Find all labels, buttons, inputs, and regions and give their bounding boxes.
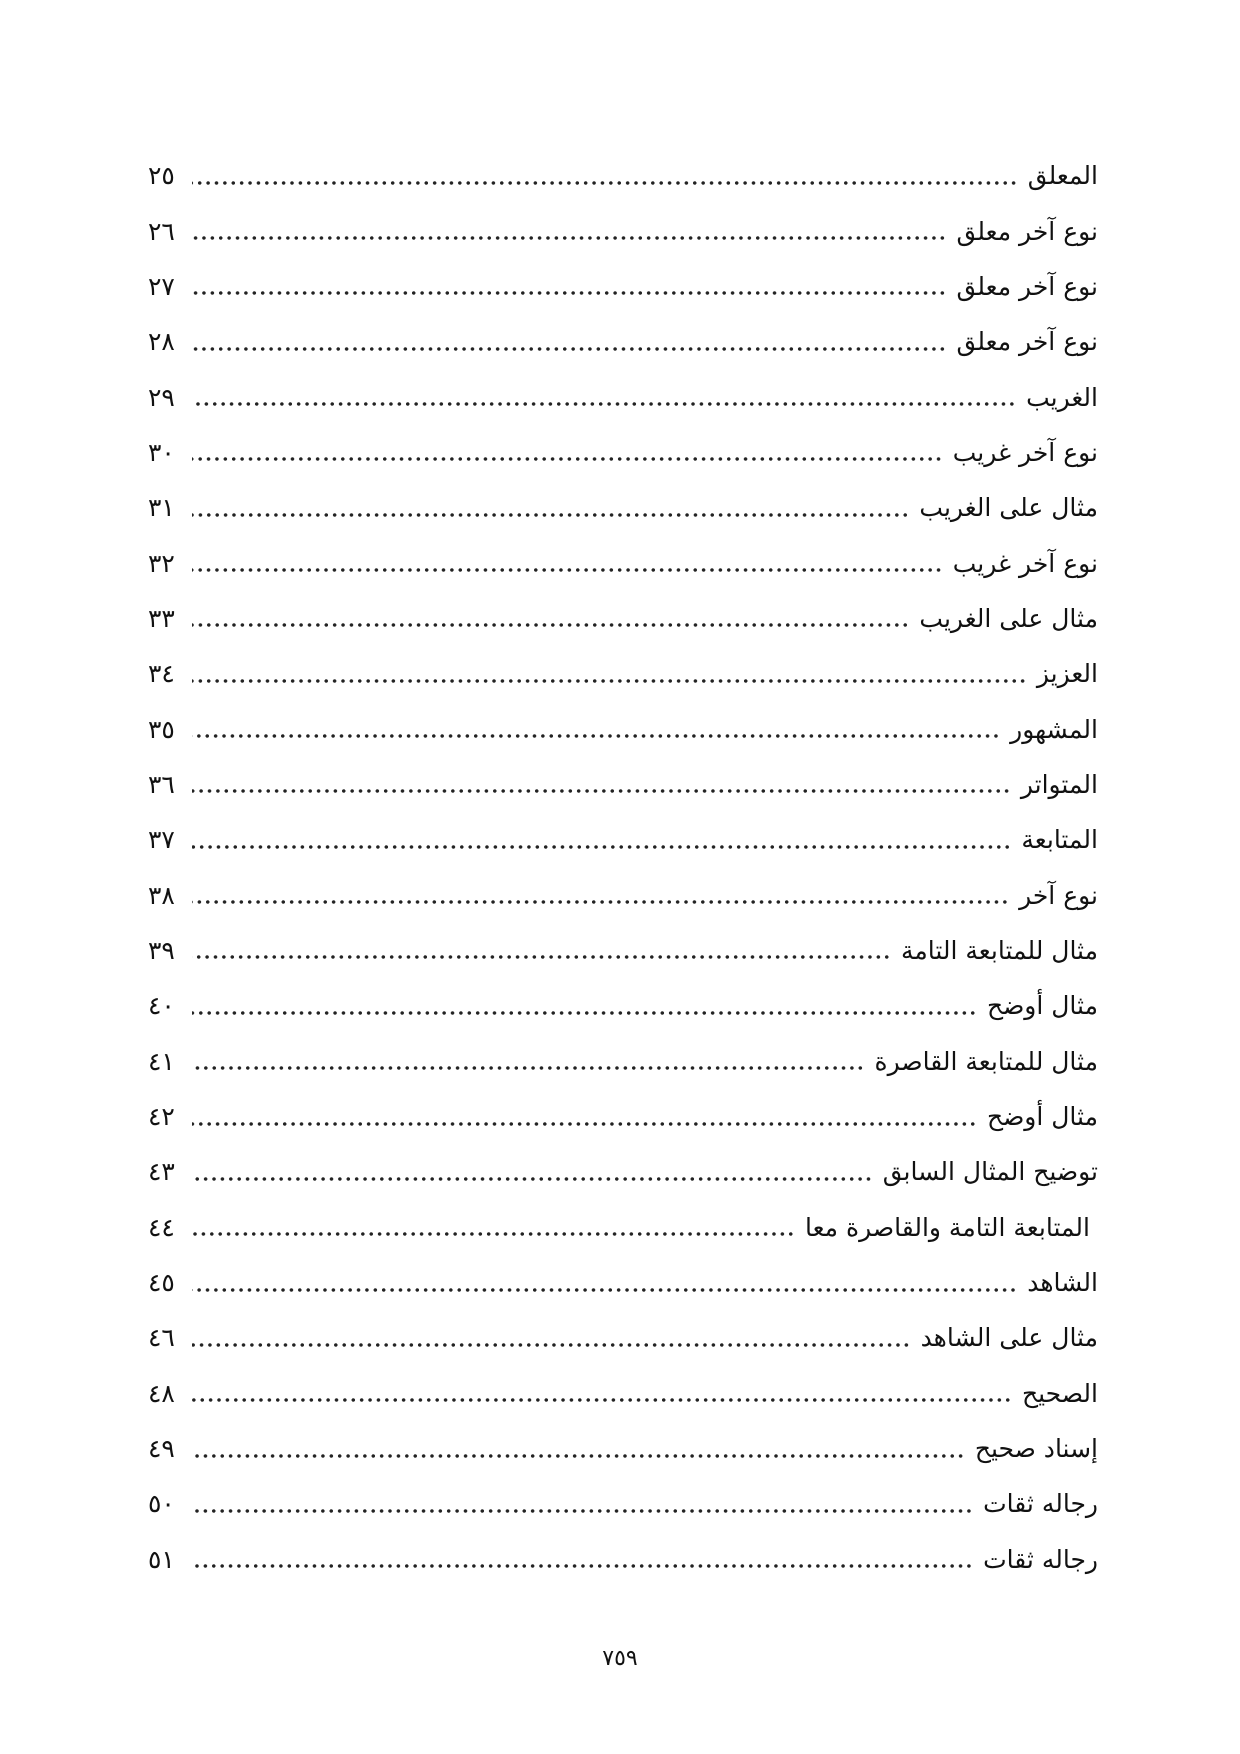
toc-entry (148, 591, 1098, 646)
dot-leader (192, 1288, 1017, 1292)
dot-leader (192, 457, 943, 461)
toc-entry-page: ٥٠ (148, 1489, 175, 1519)
toc-entry-title: مثال أوضح (986, 991, 1098, 1021)
toc-entry (148, 1532, 1098, 1587)
toc-entry-page: ٤٥ (148, 1268, 175, 1298)
toc-entry-page: ٤٤ (148, 1212, 175, 1242)
dot-leader (192, 181, 1018, 185)
toc-entry-title: مثال للمتابعة التامة (900, 935, 1098, 965)
toc-entry (148, 259, 1098, 314)
toc-entry-title: الغريب (1026, 382, 1098, 412)
toc-entry-page: ٣٥ (148, 714, 175, 744)
toc-entry (148, 757, 1098, 812)
toc-entry (148, 1421, 1098, 1476)
toc-entry (148, 1255, 1098, 1310)
toc-entry (148, 148, 1098, 203)
dot-leader (192, 1177, 873, 1181)
dot-leader (192, 734, 1000, 738)
dot-leader (192, 845, 1011, 849)
toc-entry-title: توضيح المثال السابق (882, 1157, 1098, 1187)
toc-entry (148, 314, 1098, 369)
toc-entry (148, 1200, 1098, 1255)
dot-leader (192, 623, 909, 627)
toc-entry-page: ٣٦ (148, 769, 175, 799)
toc-entry-title: مثال على الشاهد (920, 1323, 1098, 1353)
dot-leader (192, 1454, 965, 1458)
toc-entry-title: نوع آخر غريب (952, 548, 1098, 578)
toc-entry-page: ٢٥ (148, 161, 175, 191)
toc-entry-page: ٢٩ (148, 382, 175, 412)
toc-entry (148, 646, 1098, 701)
toc-entry-page: ٣١ (148, 493, 175, 523)
dot-leader (192, 347, 947, 351)
toc-entry-title: المعلق (1027, 161, 1098, 191)
dot-leader (192, 1011, 977, 1015)
toc-entry-page: ٣٣ (148, 603, 175, 633)
dot-leader (192, 1122, 977, 1126)
toc-entry-title: نوع آخر (1019, 880, 1098, 910)
toc-entry-page: ٤٦ (148, 1323, 175, 1353)
toc-entry-title: المتابعة (1021, 825, 1098, 855)
toc-entry-title: رجاله ثقات (983, 1489, 1098, 1519)
toc-entry-title: نوع آخر معلق (956, 271, 1098, 301)
toc-entry-title: رجاله ثقات (983, 1544, 1098, 1574)
dot-leader (192, 402, 1016, 406)
toc-entry-title: إسناد صحيح (974, 1434, 1098, 1464)
toc-entry-page: ٢٦ (148, 216, 175, 246)
toc-entry-title: مثال أوضح (986, 1102, 1098, 1132)
toc-entry (148, 867, 1098, 922)
dot-leader (192, 789, 1011, 793)
toc-entry-page: ٤٢ (148, 1102, 175, 1132)
dot-leader (192, 1564, 973, 1568)
toc-entry (148, 701, 1098, 756)
toc-entry (148, 812, 1098, 867)
toc-entry (148, 369, 1098, 424)
dot-leader (192, 568, 943, 572)
dot-leader (192, 900, 1009, 904)
toc-entry-page: ٤٩ (148, 1434, 175, 1464)
toc-entry-page: ٣٤ (148, 659, 175, 689)
toc-entry-title: نوع آخر معلق (956, 327, 1098, 357)
toc-entry-title: المتواتر (1020, 769, 1098, 799)
toc-entry-title: المشهور (1010, 714, 1098, 744)
toc-entry (148, 480, 1098, 535)
toc-entry-page: ٣٢ (148, 548, 175, 578)
toc-entry-page: ٣٧ (148, 825, 175, 855)
toc-entry-page: ٣٠ (148, 437, 175, 467)
toc-entry (148, 1310, 1098, 1365)
page-number: ٧٥٩ (602, 1646, 638, 1671)
toc-entry-title: مثال على الغريب (919, 493, 1098, 523)
dot-leader (192, 1066, 865, 1070)
toc-entry-page: ٢٨ (148, 327, 175, 357)
dot-leader (192, 291, 947, 295)
toc-entry (148, 978, 1098, 1033)
toc-entry-page: ٤٠ (148, 991, 175, 1021)
toc-entry-title: الصحيح (1021, 1378, 1098, 1408)
toc-entry (148, 535, 1098, 590)
toc-entry-page: ٥١ (148, 1544, 175, 1574)
toc-entry-page: ٤١ (148, 1046, 175, 1076)
dot-leader (192, 1232, 795, 1236)
dot-leader (192, 679, 1027, 683)
toc-entry-title: مثال على الغريب (919, 603, 1098, 633)
dot-leader (192, 1343, 911, 1347)
toc-entry (148, 1366, 1098, 1421)
dot-leader (192, 236, 947, 240)
toc-entry-title: الشاهد (1027, 1268, 1098, 1298)
table-of-contents (148, 148, 1098, 1587)
toc-entry-page: ٢٧ (148, 271, 175, 301)
toc-entry-page: ٤٣ (148, 1157, 175, 1187)
toc-entry (148, 1144, 1098, 1199)
toc-entry-page: ٣٩ (148, 935, 175, 965)
toc-entry-page: ٣٨ (148, 880, 175, 910)
toc-entry (148, 923, 1098, 978)
dot-leader (192, 955, 891, 959)
toc-entry (148, 425, 1098, 480)
toc-entry (148, 203, 1098, 258)
toc-entry-title: نوع آخر معلق (956, 216, 1098, 246)
dot-leader (192, 1509, 973, 1513)
toc-entry-page: ٤٨ (148, 1378, 175, 1408)
toc-entry (148, 1089, 1098, 1144)
dot-leader (192, 513, 909, 517)
dot-leader (192, 1398, 1012, 1402)
toc-entry (148, 1034, 1098, 1089)
toc-entry (148, 1476, 1098, 1531)
toc-entry-title: نوع آخر غريب (952, 437, 1098, 467)
toc-entry-title: العزيز (1036, 659, 1098, 689)
toc-entry-title: مثال للمتابعة القاصرة (874, 1046, 1098, 1076)
toc-entry-title: المتابعة التامة والقاصرة معا (804, 1212, 1090, 1242)
